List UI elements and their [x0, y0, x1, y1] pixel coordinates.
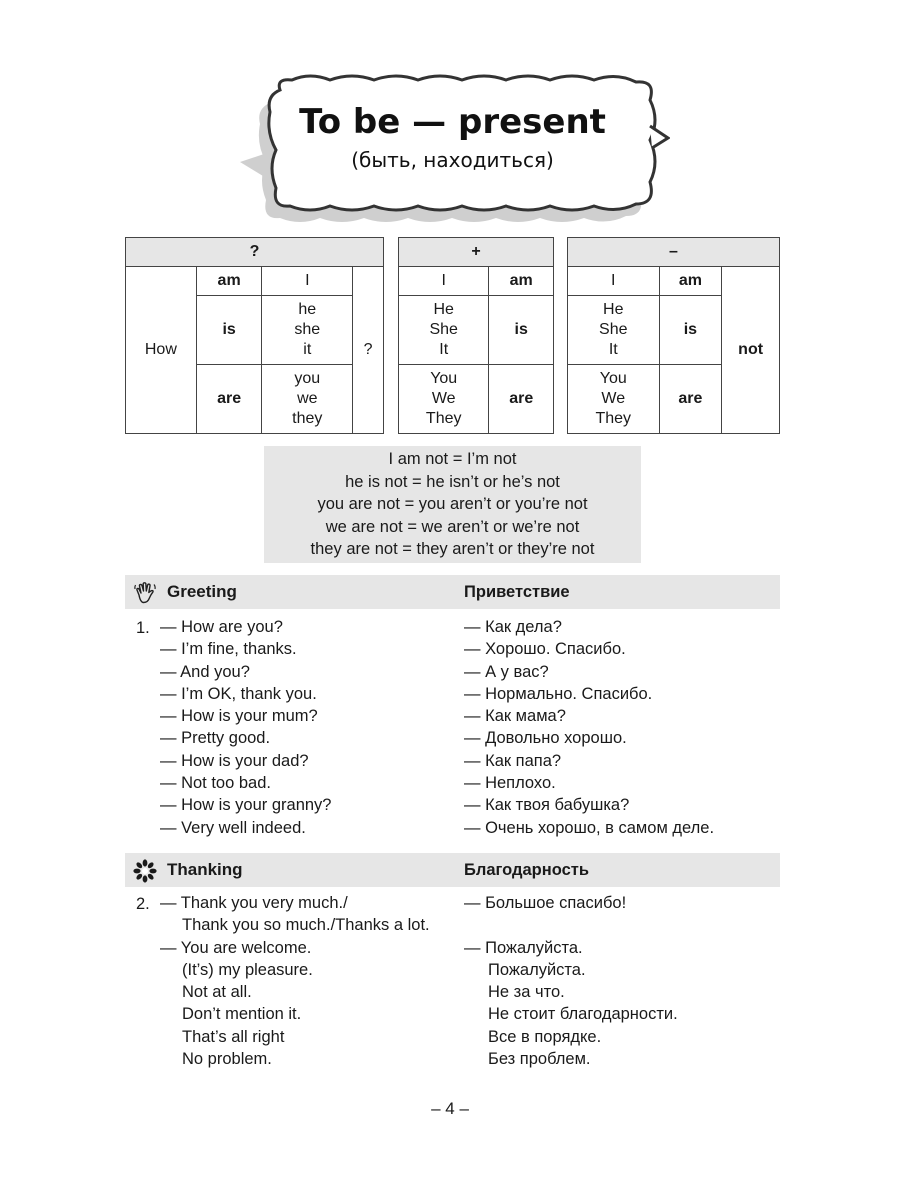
- hand-wave-icon: [133, 581, 157, 605]
- dialogue-ru: [464, 892, 678, 1070]
- contraction-line: we are not = we aren’t or we’re not: [325, 517, 580, 536]
- page-subtitle: (быть, находиться): [351, 148, 554, 172]
- dialogue-line: — I’m fine, thanks.: [160, 640, 297, 659]
- item-number: 2.: [136, 895, 150, 913]
- dialogue-line: No problem.: [182, 1050, 272, 1069]
- question-mark: ?: [353, 267, 384, 434]
- table-header-negative: –: [568, 238, 780, 267]
- dialogue-line: Не за что.: [488, 983, 565, 1002]
- item-number: 1.: [136, 619, 150, 637]
- contraction-line: they are not = they aren’t or they’re not: [310, 540, 595, 558]
- dialogue-line: — Большое спасибо!: [464, 894, 627, 912]
- pronoun-cell: He She It: [399, 296, 489, 365]
- dialogue-line: — Пожалуйста.: [464, 938, 583, 957]
- dialogue-line: — And you?: [160, 662, 250, 681]
- verb-cell: am: [659, 267, 722, 296]
- dialogue-line: Все в порядке.: [488, 1027, 602, 1046]
- verb-cell: are: [196, 365, 262, 434]
- pronoun-cell: You We They: [568, 365, 660, 434]
- pronoun-cell: He She It: [568, 296, 660, 365]
- contractions-box: [264, 446, 641, 563]
- dialogue-line: — How are you?: [160, 618, 283, 636]
- verb-cell: is: [659, 296, 722, 365]
- dialogue-line: Не стоит благодарности.: [488, 1005, 678, 1024]
- dialogue-line: — А у вас?: [464, 662, 549, 681]
- section-title-en: Greeting: [167, 582, 237, 601]
- dialogue-line: — Неплохо.: [464, 774, 556, 793]
- verb-cell: is: [489, 296, 554, 365]
- positive-form-table: [398, 237, 554, 434]
- dialogue-line: — How is your granny?: [160, 796, 332, 815]
- pronoun-cell: I: [568, 267, 660, 296]
- dialogue-en: [160, 892, 430, 1070]
- table-header-positive: +: [399, 238, 554, 267]
- section-title-ru: Приветствие: [464, 583, 570, 601]
- dialogue-line: Без проблем.: [488, 1050, 591, 1069]
- dialogue-line: Thank you so much./Thanks a lot.: [182, 916, 430, 935]
- pronoun-cell: he she it: [262, 296, 353, 365]
- dialogue-line: — How is your mum?: [160, 707, 318, 726]
- negative-form-table: [567, 237, 780, 434]
- contraction-line: he is not = he isn’t or he’s not: [345, 472, 560, 491]
- contraction-line: you are not = you aren’t or you’re not: [317, 495, 588, 513]
- verb-cell: am: [489, 267, 554, 296]
- dialogue-line: Not at all.: [182, 983, 252, 1002]
- verb-cell: are: [489, 365, 554, 434]
- flower-icon: [133, 859, 157, 883]
- dialogue-line: — You are welcome.: [160, 938, 312, 957]
- dialogue-ru: [464, 616, 714, 839]
- pronoun-cell: I: [262, 267, 353, 296]
- pronoun-cell: you we they: [262, 365, 353, 434]
- dialogue-line: Пожалуйста.: [488, 960, 586, 979]
- table-header-question: ?: [126, 238, 384, 267]
- section-header-greeting: [125, 575, 780, 609]
- dialogue-line: — Хорошо. Спасибо.: [464, 640, 626, 659]
- dialogue-line: — Нормально. Спасибо.: [464, 684, 653, 703]
- question-word: How: [126, 267, 197, 434]
- dialogue-line: — Not too bad.: [160, 774, 271, 793]
- dialogue-line: — Довольно хорошо.: [464, 729, 627, 748]
- dialogue-line: — Как мама?: [464, 707, 566, 726]
- verb-cell: is: [196, 296, 262, 365]
- page-number: – 4 –: [431, 1099, 469, 1118]
- pronoun-cell: I: [399, 267, 489, 296]
- dialogue-line: — Very well indeed.: [160, 818, 306, 837]
- page-title: To be — present: [299, 102, 606, 142]
- dialogue-en: [160, 616, 332, 839]
- section-title-en: Thanking: [167, 860, 243, 879]
- section-title-ru: Благодарность: [464, 861, 589, 879]
- dialogue-line: — Pretty good.: [160, 729, 271, 748]
- dialogue-line: That’s all right: [182, 1027, 285, 1046]
- dialogue-line: — Как твоя бабушка?: [464, 796, 630, 815]
- dialogue-line: — I’m OK, thank you.: [160, 684, 317, 703]
- dialogue-line: — Как дела?: [464, 618, 562, 636]
- verb-cell: am: [196, 267, 262, 296]
- section-header-thanking: [125, 853, 780, 887]
- verb-cell: are: [659, 365, 722, 434]
- dialogue-line: (It’s) my pleasure.: [182, 960, 313, 979]
- negation-cell: not: [722, 267, 780, 434]
- contraction-line: I am not = I’m not: [388, 450, 517, 468]
- dialogue-line: Don’t mention it.: [182, 1005, 302, 1024]
- dialogue-line: [464, 914, 678, 936]
- dialogue-line: — Как папа?: [464, 751, 562, 770]
- question-form-table: [125, 237, 384, 434]
- dialogue-line: — Очень хорошо, в самом деле.: [464, 818, 715, 837]
- dialogue-line: — Thank you very much./: [160, 894, 348, 912]
- pronoun-cell: You We They: [399, 365, 489, 434]
- dialogue-line: — How is your dad?: [160, 751, 309, 770]
